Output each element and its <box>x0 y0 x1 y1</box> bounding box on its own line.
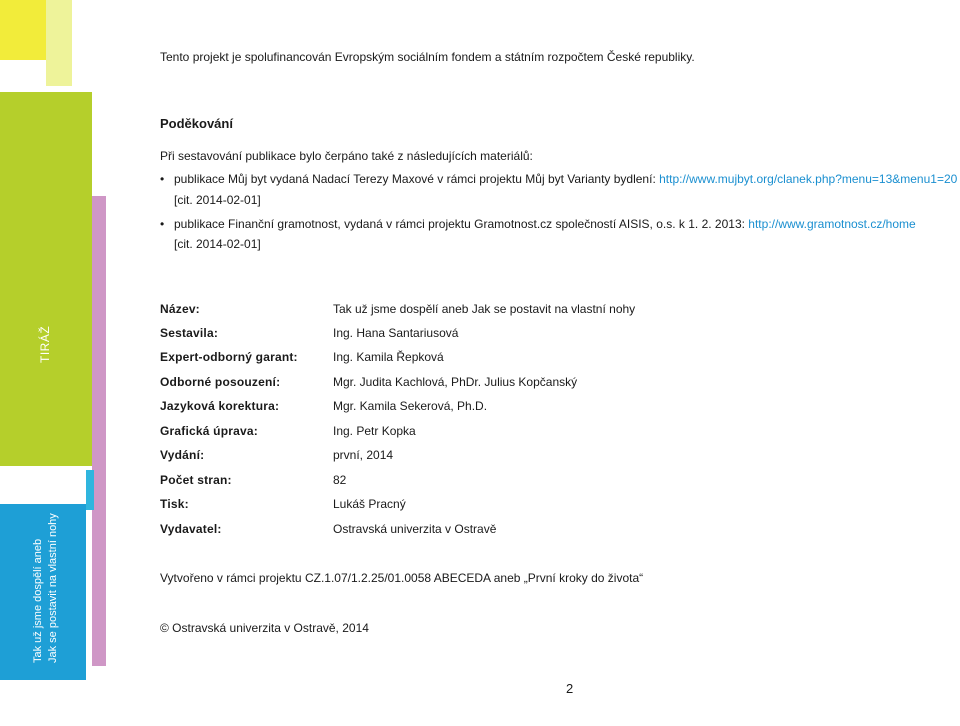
imprint-label-expert: Expert-odborný garant: <box>160 350 298 364</box>
sidebar-section-label: TIRÁŽ <box>38 325 52 363</box>
imprint-label-graphics: Grafická úprava: <box>160 424 258 438</box>
funding-note: Tento projekt je spolufinancován Evropským sociálním fondem a státním rozpočtem České republiky. <box>160 50 695 64</box>
imprint-value-print: Lukáš Pracný <box>333 497 406 511</box>
imprint-value-compiler: Ing. Hana Santariusová <box>333 326 459 340</box>
decor-strip-lime <box>0 92 92 466</box>
imprint-value-title: Tak už jsme dospělí aneb Jak se postavit na vlastní nohy <box>333 302 636 316</box>
source-link[interactable]: http://www.gramotnost.cz/home <box>748 217 916 231</box>
imprint-label-edition: Vydání: <box>160 448 205 462</box>
decor-strip-pink <box>92 196 106 666</box>
list-item-text: publikace Můj byt vydaná Nadací Terezy Maxové v rámci projektu Můj byt Varianty bydlení: <box>174 172 660 186</box>
decor-strip-cyan <box>86 470 94 510</box>
list-item <box>174 172 957 186</box>
acknowledgements-intro: Při sestavování publikace bylo čerpáno také z následujících materiálů: <box>160 149 533 163</box>
imprint-label-proofreading: Jazyková korektura: <box>160 399 280 413</box>
list-item: • <box>160 172 165 186</box>
imprint-label-print: Tisk: <box>160 497 189 511</box>
imprint-value-expert: Ing. Kamila Řepková <box>333 350 444 364</box>
acknowledgements-heading: Poděkování <box>160 116 233 131</box>
decor-strip-yellow <box>0 0 46 60</box>
imprint-value-proofreading: Mgr. Kamila Sekerová, Ph.D. <box>333 399 488 413</box>
imprint-value-review: Mgr. Judita Kachlová, PhDr. Julius Kopčanský <box>333 375 578 389</box>
copyright-notice: © Ostravská univerzita v Ostravě, 2014 <box>160 621 369 635</box>
imprint-label-title: Název: <box>160 302 200 316</box>
imprint-label-publisher: Vydavatel: <box>160 522 222 536</box>
source-link[interactable]: http://www.mujbyt.org/clanek.php?menu=13&menu1=20 <box>659 172 958 186</box>
list-item-text: publikace Finanční gramotnost, vydaná v rámci projektu Gramotnost.cz společností AISIS, o.s. k 1. 2. 2013: <box>174 217 749 231</box>
project-note: Vytvořeno v rámci projektu CZ.1.07/1.2.25/01.0058 ABECEDA aneb „První kroky do života“ <box>160 571 644 585</box>
imprint-value-pages: 82 <box>333 473 347 487</box>
citation-date: [cit. 2014-02-01] <box>174 193 261 207</box>
sidebar-title-line1: Tak už jsme dospělí aneb <box>32 538 44 663</box>
decor-strip-light-yellow <box>46 0 72 86</box>
sidebar-title-line2: Jak se postavit na vlastní nohy <box>47 513 59 663</box>
imprint-label-pages: Počet stran: <box>160 473 232 487</box>
imprint-label-review: Odborné posouzení: <box>160 375 281 389</box>
imprint-value-graphics: Ing. Petr Kopka <box>333 424 416 438</box>
list-item <box>174 217 916 231</box>
imprint-value-edition: první, 2014 <box>333 448 394 462</box>
imprint-value-publisher: Ostravská univerzita v Ostravě <box>333 522 497 536</box>
imprint-label-compiler: Sestavila: <box>160 326 219 340</box>
list-item: • <box>160 217 165 231</box>
page-number: 2 <box>566 681 574 696</box>
citation-date: [cit. 2014-02-01] <box>174 237 261 251</box>
